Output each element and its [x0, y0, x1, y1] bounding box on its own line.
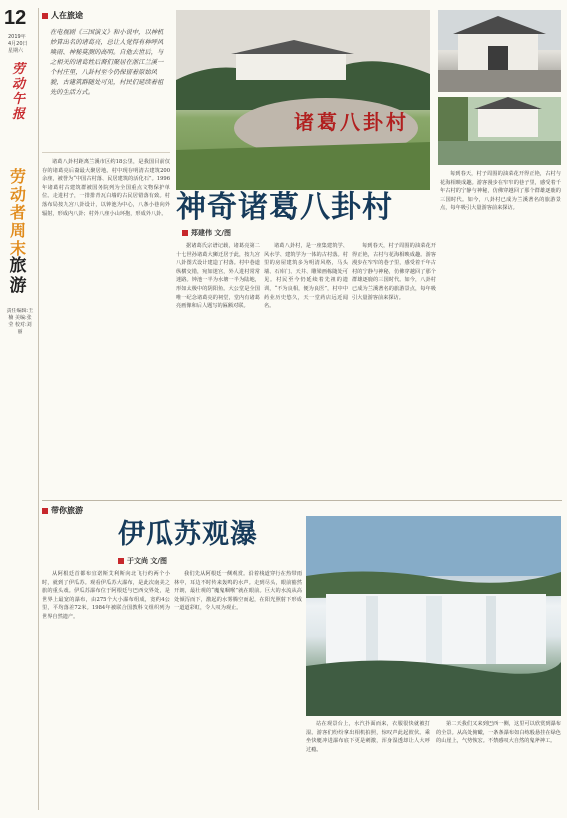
article-text: 诸葛八卦村，是一座集建筑学、风水学、建筑学为一体的古村落。村里的房屋建筑多为明清风格，马头墙、石库门、天井、雕梁画栋随处可见。村民至今仍延续着先祖的遗训，“不为良相，便为良医”，村中中药业历史悠久，天一堂药店远近闻名。: [264, 243, 348, 310]
article-byline-text: 郑建伟 文/图: [191, 229, 231, 237]
page-date: 2019年4月20日 星期六: [8, 34, 28, 54]
article-title: 神奇诸葛八卦村: [176, 190, 393, 225]
article-byline: [182, 228, 332, 238]
photo-pond-village: [438, 97, 561, 165]
column-label-bottom-text: 带你旅游: [51, 506, 83, 515]
article-text: 第二天我们又来到巴西一侧，这里可以欣赏到瀑布的全景。从高处俯瞰，一条条瀑布如白练般悬挂在绿色的山崖上，气势恢宏。不禁感叹大自然的鬼斧神工。: [436, 721, 561, 745]
article-text: 每到春天，村子周围的油菜花开得正艳，古村与花海相映成趣。游客漫步在窄窄的巷子里，感受着千年古村的宁静与神秘，仿佛穿越回了那个群雄逐鹿的三国时代。如今，八卦村已成为兰溪著名的旅游景点，每年吸引大量游客前来探访。: [440, 171, 561, 212]
marker-icon: [42, 13, 48, 19]
article-text: 诸葛八卦村距离兰溪市区约18公里，是我国目前仅存的诸葛亮后裔最大聚居地。村中现存明清古建筑200余座，被誉为“中国古村落、民居建筑的活化石”。1996年诸葛村古建筑群被国务院列为全国重点文物保护单位。走进村子，一排排青瓦白墙的古民居错落有致。村落布局按九宫八卦设计，以钟池为中心，八条小巷向外辐射，形成内八卦；村外八座小山环抱，形成外八卦。: [42, 159, 170, 217]
article-column: [174, 570, 302, 810]
article-title: 伊瓜苏观瀑: [118, 519, 258, 550]
article-column: [436, 720, 561, 812]
article-column: [440, 170, 561, 496]
column-label-bottom: [42, 505, 83, 517]
section-title: 劳动者周末: [9, 168, 26, 258]
page-sidebar: [0, 0, 40, 818]
article-byline: [118, 556, 268, 566]
editor-credits: 责任编辑:王楠 美编:张莹 校对:刘丽: [6, 308, 34, 335]
article-text: 从阿根廷首都布宜诺斯艾利斯向北飞行约两个小时，就到了伊瓜苏。观看伊瓜苏大瀑布，是此次南美之旅的重头戏。伊瓜苏瀑布位于阿根廷与巴西交界处，是世界上最宽的瀑布，由275个大小瀑布组成，宽约4公里，平均落差72米。1984年被联合国教科文组织列为世界自然遗产。: [42, 571, 170, 620]
photo-ancestral-hall: [438, 10, 561, 92]
article-text: 据诸葛氏宗谱记载，诸葛亮第二十七世孙诸葛大狮迁居于此，按九宫八卦图式设计建造了村落。村中巷道纵横交错，宛如迷宫，外人进村常常迷路。钟池一半为水塘一半为陆地，形如太极中的阴阳鱼。大公堂是全国唯一纪念诸葛亮的祠堂，堂内有诸葛亮画像和后人题写的匾额对联。: [176, 243, 260, 310]
article-column: [264, 242, 348, 496]
article-column: [42, 158, 170, 496]
photo-illustration: [306, 516, 561, 716]
article-column: [42, 570, 170, 810]
newspaper-brand: 劳动午报: [12, 62, 26, 122]
divider: [42, 500, 562, 501]
section-subtitle: 旅游: [9, 256, 27, 296]
article-text: 我们先从阿根廷一侧观赏。沿着栈道穿行在热带雨林中，耳边不时传来轰鸣的水声。走到尽头，眼前豁然开朗，最壮观的“魔鬼咽喉”就在眼前。巨大的水流从高处倾泻而下，激起的水雾腾空而起，在阳光照射下形成一道道彩虹，令人叹为观止。: [174, 571, 302, 612]
photo-illustration: [176, 10, 430, 190]
article-byline-text: 于文尚 文/图: [127, 557, 167, 565]
marker-icon: [42, 508, 48, 514]
column-label-top: [42, 10, 83, 22]
sidebar-divider: [38, 8, 39, 810]
marker-icon: [182, 230, 188, 236]
article-text: 站在观景台上，水汽扑面而来，衣服很快就被打湿。游客们纷纷拿出相机拍照，惊叹声此起彼伏。乘坐快艇冲进瀑布底下更是刺激，浑身湿透却让人大呼过瘾。: [306, 721, 430, 753]
photo-caption: 诸葛八卦村: [294, 110, 409, 134]
article-text: 每到春天，村子周围的油菜花开得正艳，古村与花海相映成趣。游客漫步在窄窄的巷子里，感受着千年古村的宁静与神秘，仿佛穿越回了那个群雄逐鹿的三国时代。如今，八卦村已成为兰溪著名的旅游景点，每年吸引大量游客前来探访。: [352, 243, 436, 301]
article-lead: 在电视剧《三国演义》和小说中，以神机妙算出名的诸葛亮，总让人觉得有种呼风唤雨、神秘莫测的高明。自他去世后，与之相关的诸葛姓后裔们聚居在浙江兰溪一个村庄里，八卦村至今仍保留着原始风貌，古建筑群随处可见，村民们延续着祖先的生活方式。: [50, 29, 164, 96]
article-column: [306, 720, 430, 812]
page-number: 12: [4, 8, 27, 28]
photo-iguazu-falls: [306, 516, 561, 716]
photo-illustration: [438, 97, 561, 165]
column-label-top-text: 人在旅途: [51, 11, 83, 20]
photo-illustration: [438, 10, 561, 92]
article-column: [176, 242, 260, 496]
divider: [42, 152, 170, 153]
marker-icon: [118, 558, 124, 564]
photo-bagua-gate: [176, 10, 430, 190]
article-column: [352, 242, 436, 496]
